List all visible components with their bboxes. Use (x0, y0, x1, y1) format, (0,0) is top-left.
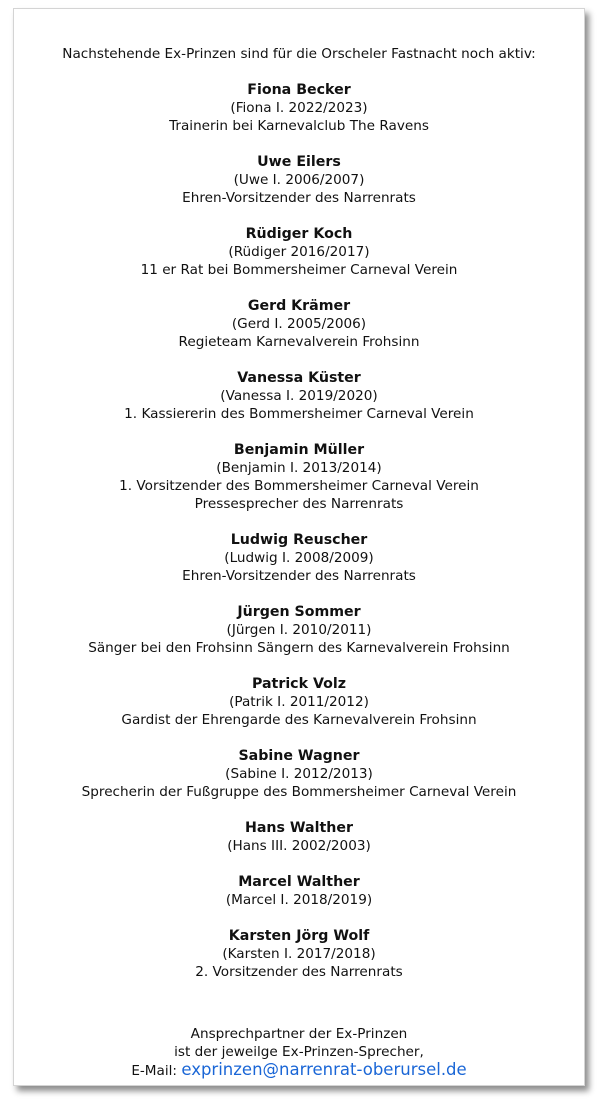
person-name: Gerd Krämer (247, 298, 351, 314)
person-name: Rüdiger Koch (245, 226, 353, 242)
person-name: Vanessa Küster (237, 370, 361, 386)
contact-line-1: Ansprechpartner der Ex-Prinzen (190, 1026, 408, 1042)
contact-email-line (14, 1061, 584, 1080)
person-name: Benjamin Müller (233, 442, 365, 458)
prince-title: (Ludwig I. 2008/2009) (224, 550, 374, 566)
list-item (14, 297, 584, 351)
list-item (14, 225, 584, 279)
person-name: Patrick Volz (251, 676, 347, 692)
role-line: Gardist der Ehrengarde des Karnevalverein Frohsinn (121, 712, 477, 728)
prince-title: (Benjamin I. 2013/2014) (216, 460, 382, 476)
contact-block (14, 1025, 584, 1080)
person-name: Karsten Jörg Wolf (228, 928, 370, 944)
role-line: Trainerin bei Karnevalclub The Ravens (169, 118, 429, 134)
intro-text: Nachstehende Ex-Prinzen sind für die Orscheler Fastnacht noch aktiv: (62, 46, 536, 62)
prince-title: (Fiona I. 2022/2023) (230, 100, 368, 116)
list-item (14, 927, 584, 981)
role-line: Pressesprecher des Narrenrats (194, 496, 404, 512)
role-line: 1. Kassiererin des Bommersheimer Carneval Verein (124, 406, 474, 422)
person-name: Jürgen Sommer (237, 604, 361, 620)
prince-title: (Gerd I. 2005/2006) (231, 316, 367, 332)
content-panel (13, 8, 585, 1086)
person-name: Fiona Becker (247, 82, 351, 98)
list-item (14, 819, 584, 855)
person-name: Marcel Walther (238, 874, 360, 890)
role-line: Regieteam Karnevalverein Frohsinn (178, 334, 420, 350)
list-item (14, 675, 584, 729)
role-line: 2. Vorsitzender des Narrenrats (195, 964, 403, 980)
list-item (14, 747, 584, 801)
email-label: E-Mail: (131, 1063, 177, 1079)
prince-title: (Vanessa I. 2019/2020) (220, 388, 378, 404)
contact-line-2: ist der jeweilge Ex-Prinzen-Sprecher, (174, 1044, 424, 1060)
person-name: Hans Walther (244, 820, 353, 836)
role-line: Sprecherin der Fußgruppe des Bommersheimer Carneval Verein (81, 784, 517, 800)
prince-title: (Sabine I. 2012/2013) (225, 766, 373, 782)
list-item (14, 81, 584, 135)
person-name: Ludwig Reuscher (230, 532, 368, 548)
list-item (14, 873, 584, 909)
prince-title: (Marcel I. 2018/2019) (225, 892, 373, 908)
list-item (14, 369, 584, 423)
role-line: 11 er Rat bei Bommersheimer Carneval Verein (140, 262, 458, 278)
list-item (14, 153, 584, 207)
prince-title: (Jürgen I. 2010/2011) (226, 622, 372, 638)
person-name: Uwe Eilers (257, 154, 341, 170)
prince-title: (Rüdiger 2016/2017) (228, 244, 370, 260)
prince-title: (Patrik I. 2011/2012) (229, 694, 369, 710)
ex-prinzen-list (14, 81, 584, 999)
person-name: Sabine Wagner (238, 748, 360, 764)
list-item (14, 531, 584, 585)
list-item (14, 441, 584, 513)
prince-title: (Karsten I. 2017/2018) (222, 946, 376, 962)
role-line: Ehren-Vorsitzender des Narrenrats (182, 190, 416, 206)
prince-title: (Hans III. 2002/2003) (227, 838, 371, 854)
list-item (14, 603, 584, 657)
role-line: Sänger bei den Frohsinn Sängern des Karnevalverein Frohsinn (88, 640, 510, 656)
role-line: Ehren-Vorsitzender des Narrenrats (182, 568, 416, 584)
role-line: 1. Vorsitzender des Bommersheimer Carneval Verein (119, 478, 479, 494)
prince-title: (Uwe I. 2006/2007) (233, 172, 365, 188)
email-link[interactable]: exprinzen@narrenrat-oberursel.de (181, 1060, 467, 1079)
